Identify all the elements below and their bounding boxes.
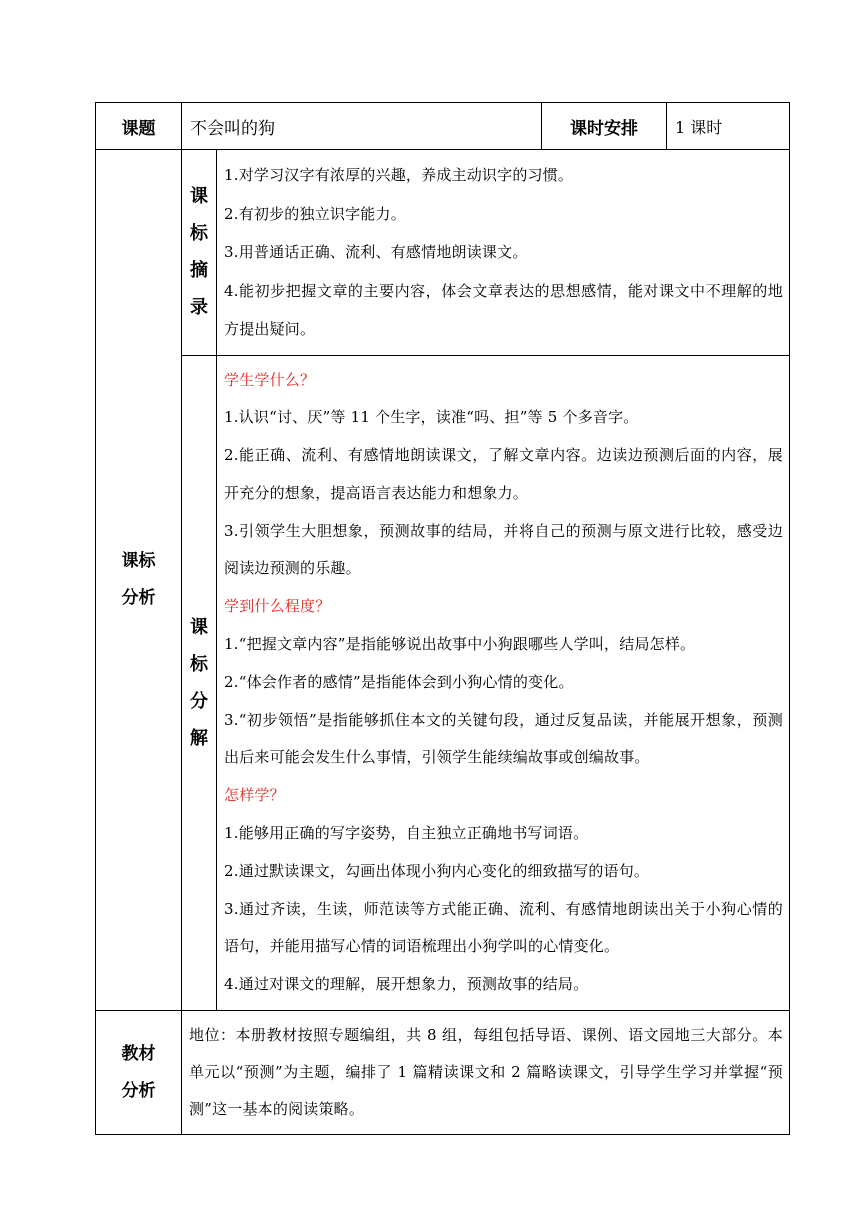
list-item: 1.能够用正确的写字姿势，自主独立正确地书写词语。 bbox=[224, 824, 589, 843]
material-analysis-text: 地位：本册教材按照专题编组，共 8 组，每组包括导语、课例、语文园地三大部分。本单元以“预测”为主题，编排了 1 篇精读课文和 2 篇略读课文，引导学生学习并掌握“预测”这一基本的阅读策略。 bbox=[189, 1026, 783, 1119]
list-item: 1.对学习汉字有浓厚的兴趣，养成主动识字的习惯。 bbox=[224, 166, 574, 184]
list-item: 3.用普通话正确、流利、有感情地朗读课文。 bbox=[224, 243, 528, 261]
list-item: 3.引领学生大胆想象，预测故事的结局，并将自己的预测与原文进行比较，感受边阅读边预测的乐趣。 bbox=[224, 521, 783, 578]
header-row bbox=[96, 103, 790, 150]
standard-excerpt-content bbox=[217, 150, 790, 356]
list-item: 3.“初步领悟”是指能够抓住本文的关键句段，通过反复品读，并能展开想象，预测出后来可能会发生什么事情，引领学生能续编故事或创编故事。 bbox=[224, 710, 783, 767]
standard-breakdown-row bbox=[96, 355, 790, 1011]
material-analysis-content bbox=[182, 1011, 790, 1135]
topic-label: 课题 bbox=[96, 103, 182, 150]
list-item: 3.通过齐读，生读，师范读等方式能正确、流利、有感情地朗读出关于小狗心情的语句，并能用描写心情的词语梳理出小狗学叫的心情变化。 bbox=[224, 899, 783, 956]
how-to-learn-heading: 怎样学？ bbox=[224, 786, 285, 805]
standard-analysis-label: 课标 分析 bbox=[96, 150, 182, 1011]
list-item: 2.有初步的独立识字能力。 bbox=[224, 204, 406, 223]
material-analysis-label: 教材 分析 bbox=[96, 1011, 182, 1135]
list-item: 1.认识“讨、厌”等 11 个生字，读准“吗、担”等 5 个多音字。 bbox=[224, 408, 639, 427]
standard-breakdown-content bbox=[217, 355, 790, 1011]
list-item: 2.能正确、流利、有感情地朗读课文，了解文章内容。边读边预测后面的内容，展开充分的想象，提高语言表达能力和想象力。 bbox=[224, 446, 783, 502]
list-item: 4.能初步把握文章的主要内容，体会文章表达的思想感情，能对课文中不理解的地方提出疑问。 bbox=[224, 281, 783, 338]
standard-breakdown-label: 课 标 分 解 bbox=[182, 355, 217, 1011]
list-item: 2.“体会作者的感情”是指能体会到小狗心情的变化。 bbox=[224, 672, 574, 691]
lesson-plan-table bbox=[95, 102, 790, 1135]
list-item: 1.“把握文章内容”是指能够说出故事中小狗跟哪些人学叫，结局怎样。 bbox=[224, 635, 696, 654]
schedule-value: 1 课时 bbox=[667, 103, 790, 150]
standard-excerpt-label: 课 标 摘 录 bbox=[182, 150, 217, 356]
topic-value: 不会叫的狗 bbox=[182, 103, 542, 150]
material-analysis-row bbox=[96, 1011, 790, 1135]
learning-level-heading: 学到什么程度？ bbox=[224, 597, 331, 616]
schedule-label: 课时安排 bbox=[542, 103, 667, 150]
list-item: 2.通过默读课文，勾画出体现小狗内心变化的细致描写的语句。 bbox=[224, 861, 650, 880]
what-to-learn-heading: 学生学什么？ bbox=[224, 370, 316, 389]
lesson-plan-document bbox=[95, 102, 789, 1135]
standard-excerpt-row bbox=[96, 150, 790, 356]
list-item: 4.通过对课文的理解，展开想象力，预测故事的结局。 bbox=[224, 975, 589, 994]
